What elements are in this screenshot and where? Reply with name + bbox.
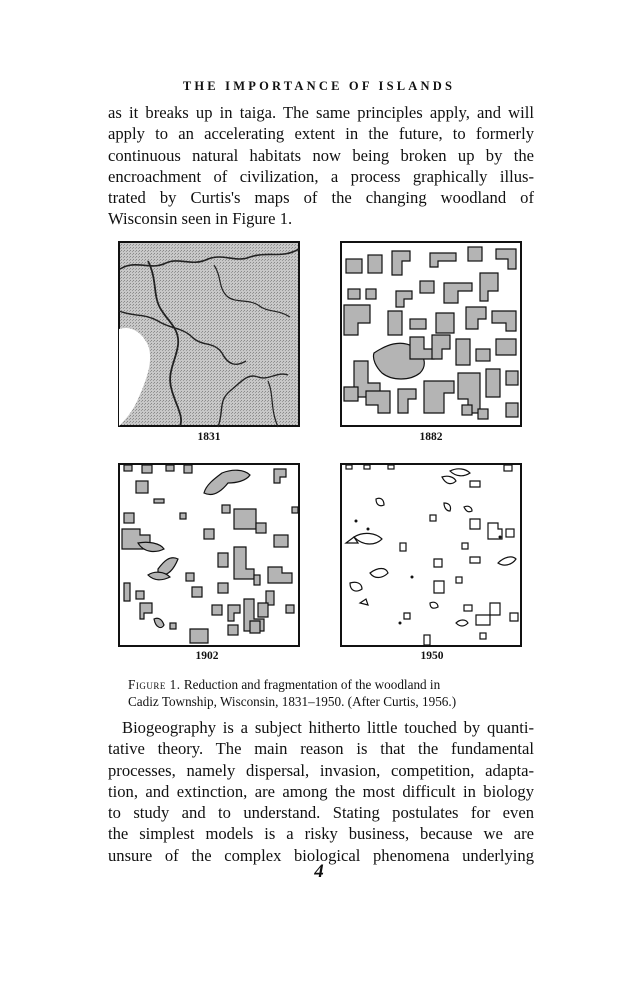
caption-text-1: Reduction and fragmentation of the woodland in [183,677,441,692]
map-1950 [340,463,522,647]
running-head: THE IMPORTANCE OF ISLANDS [182,79,456,93]
paragraph-line: unsure of the complex biological phenomena underlying [108,845,534,865]
caption-label: Figure 1. [128,677,181,692]
map-1831 [118,241,300,427]
paragraph-line: to study and to understand. Stating postulates for even [108,803,534,823]
paragraph-line: as it breaks up in taiga. The same principles apply, and will [108,103,534,122]
map-label-1831: 1831 [197,431,221,443]
paragraph-line: the simplest models is a risky business, because we are [108,824,534,844]
map-label-1902: 1902 [195,650,219,662]
paragraph-line: tative theory. The main reason is that the fundamental [108,739,534,759]
map-1902 [118,463,300,647]
paragraph-line: tion, and extinction, are among the most difficult in biology [108,781,534,801]
page-number: 4 [314,861,324,882]
paragraph-line: trated by Curtis's maps of the changing woodland of [108,188,534,208]
paragraph-line: Wisconsin seen in Figure 1. [108,209,293,229]
paragraph-line: Biogeography is a subject hitherto little touched by quanti- [122,718,534,737]
paragraph-line: apply to an accelerating extent in the future, to formerly [108,124,534,144]
paragraph-1 [108,102,534,230]
paragraph-2 [108,717,534,866]
map-1882 [340,241,522,427]
paragraph-line: processes, namely dispersal, invasion, competition, adapta- [108,760,534,780]
caption-text-2: Cadiz Township, Wisconsin, 1831–1950. (After Curtis, 1956.) [128,694,457,709]
paragraph-line: encroachment of civilization, a process graphically illus- [108,166,534,186]
caption-line-1 [128,676,518,693]
map-label-1882: 1882 [419,431,443,443]
paragraph-line: continuous natural habitats now being broken up by the [108,145,534,165]
figure-caption [128,676,518,710]
map-label-1950: 1950 [420,650,444,662]
